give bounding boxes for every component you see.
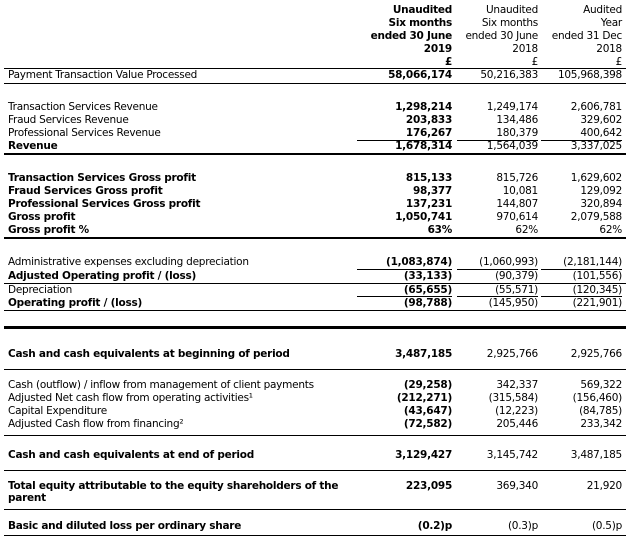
value-h1-2019: (29,258) [403,379,452,391]
value-h1-2019: (212,271) [396,392,452,404]
value-h1-2019: 815,133 [405,172,452,184]
header-line: Unaudited [485,4,538,16]
value-fy-2018: (156,460) [572,392,622,404]
value-h1-2019: 223,095 [405,480,452,492]
row-cash-client-payments [0,379,631,392]
divider [4,435,626,436]
row-transaction-services-gross-profit [0,172,631,185]
value-h1-2019: (98,788) [403,297,452,309]
header-line: ended 30 June [465,30,538,42]
value-fy-2018: 129,092 [580,185,622,197]
row-label: Professional Services Revenue [8,127,161,139]
row-professional-services-gross-profit [0,198,631,211]
header-h1-2018 [456,4,538,69]
value-h1-2018: 815,726 [496,172,538,184]
value-h1-2018: (55,571) [495,284,538,296]
value-fy-2018: 2,079,588 [570,211,622,223]
row-label: Fraud Services Revenue [8,114,129,126]
value-h1-2019: (0.2)p [417,520,452,532]
value-h1-2018: (12,223) [495,405,538,417]
value-h1-2018: 205,446 [496,418,538,430]
row-operating-profit [0,297,631,310]
divider [4,470,626,471]
value-fy-2018: 400,642 [580,127,622,139]
row-label: Capital Expenditure [8,405,107,417]
row-label: Cash (outflow) / inflow from management of client payments [8,379,314,391]
value-h1-2018: 50,216,383 [480,69,538,81]
value-h1-2019: 203,833 [405,114,452,126]
value-h1-2018: 10,081 [502,185,538,197]
value-h1-2018: (90,379) [495,270,538,282]
row-total-equity-cont [0,492,631,505]
value-h1-2019: 1,678,314 [395,140,452,152]
header-line: ended 31 Dec [551,30,622,42]
row-capital-expenditure [0,405,631,418]
row-label: Operating profit / (loss) [8,297,142,309]
header-h1-2019 [356,4,452,69]
value-h1-2019: 63% [427,224,452,236]
divider [4,509,626,510]
row-payment-transaction-value [0,69,631,82]
value-h1-2019: 58,066,174 [388,69,452,81]
row-administrative-expenses [0,256,631,269]
divider [4,153,626,155]
header-line: 2018 [596,43,622,55]
row-adjusted-financing-cash-flow [0,418,631,431]
value-h1-2019: 137,231 [405,198,452,210]
value-h1-2019: 176,267 [405,127,452,139]
row-label: Adjusted Operating profit / (loss) [8,270,197,282]
row-label: Administrative expenses excluding depreciation [8,256,249,268]
value-fy-2018: 320,894 [580,198,622,210]
row-label: Gross profit % [8,224,89,236]
value-fy-2018: (0.5)p [591,520,622,532]
value-fy-2018: 233,342 [580,418,622,430]
row-label: Adjusted Net cash flow from operating activities¹ [8,392,253,404]
value-h1-2018: (1,060,993) [479,256,538,268]
header-line: Unaudited [392,4,452,16]
row-revenue [0,140,631,153]
header-line: ended 30 June [370,30,452,42]
value-h1-2018: (145,950) [488,297,538,309]
value-h1-2018: 144,807 [496,198,538,210]
value-h1-2018: 3,145,742 [486,449,538,461]
row-fraud-services-gross-profit [0,185,631,198]
header-line: Six months [481,17,538,29]
value-fy-2018: (2,181,144) [563,256,622,268]
value-fy-2018: (221,901) [572,297,622,309]
row-loss-per-share [0,520,631,533]
divider [4,369,626,370]
value-h1-2019: (1,083,874) [386,256,452,268]
header-line: Year [600,17,622,29]
value-fy-2018: 2,925,766 [570,348,622,360]
value-h1-2018: 134,486 [496,114,538,126]
header-line: 2019 [423,43,452,55]
row-gross-profit-percent [0,224,631,237]
row-label: Cash and cash equivalents at end of period [8,449,254,461]
value-h1-2018: 2,925,766 [486,348,538,360]
header-line: £ [531,56,538,68]
value-fy-2018: (101,556) [572,270,622,282]
row-label: Adjusted Cash flow from financing² [8,418,184,430]
value-h1-2018: 1,249,174 [486,101,538,113]
row-fraud-services-revenue [0,114,631,127]
value-fy-2018: 105,968,398 [557,69,622,81]
value-fy-2018: 3,487,185 [570,449,622,461]
divider [4,237,626,239]
header-line: Six months [388,17,452,29]
row-label: Transaction Services Revenue [8,101,158,113]
value-fy-2018: 329,602 [580,114,622,126]
value-h1-2019: 98,377 [412,185,452,197]
value-fy-2018: 1,629,602 [570,172,622,184]
value-h1-2018: 62% [515,224,538,236]
row-cash-beginning [0,348,631,361]
row-label: Professional Services Gross profit [8,198,201,210]
value-fy-2018: 2,606,781 [570,101,622,113]
divider [4,310,626,311]
value-fy-2018: 3,337,025 [570,140,622,152]
value-fy-2018: 21,920 [586,480,622,492]
row-label: Depreciation [8,284,72,296]
row-label: Total equity attributable to the equity shareholders of the [8,480,339,492]
row-label: parent [8,492,46,504]
value-h1-2019: (33,133) [403,270,452,282]
value-h1-2018: 342,337 [496,379,538,391]
header-line: £ [444,56,452,68]
row-label: Gross profit [8,211,76,223]
value-h1-2019: 3,487,185 [395,348,452,360]
header-line: £ [615,56,622,68]
value-h1-2019: 1,050,741 [395,211,452,223]
value-h1-2019: (65,655) [403,284,452,296]
row-label: Revenue [8,140,58,152]
header-fy-2018 [540,4,622,69]
row-label: Basic and diluted loss per ordinary share [8,520,242,532]
value-h1-2018: 369,340 [496,480,538,492]
value-fy-2018: (120,345) [572,284,622,296]
value-h1-2018: 180,379 [496,127,538,139]
value-h1-2018: 1,564,039 [486,140,538,152]
value-h1-2019: (72,582) [403,418,452,430]
row-cash-end [0,449,631,462]
row-label: Fraud Services Gross profit [8,185,163,197]
row-gross-profit [0,211,631,224]
value-fy-2018: 62% [599,224,622,236]
value-h1-2018: (315,584) [488,392,538,404]
value-h1-2018: (0.3)p [507,520,538,532]
row-label: Cash and cash equivalents at beginning of period [8,348,290,360]
divider [4,535,626,536]
row-label: Payment Transaction Value Processed [8,69,198,81]
row-adjusted-operating-cash-flow [0,392,631,405]
value-h1-2019: (43,647) [403,405,452,417]
row-label: Transaction Services Gross profit [8,172,196,184]
value-h1-2019: 3,129,427 [395,449,452,461]
row-adjusted-operating-profit [0,270,631,283]
row-professional-services-revenue [0,127,631,140]
value-fy-2018: 569,322 [580,379,622,391]
value-h1-2019: 1,298,214 [395,101,452,113]
divider [4,83,626,84]
value-h1-2018: 970,614 [496,211,538,223]
row-transaction-services-revenue [0,101,631,114]
header-line: Audited [583,4,622,16]
header-line: 2018 [512,43,538,55]
value-fy-2018: (84,785) [579,405,622,417]
double-divider [4,326,626,329]
